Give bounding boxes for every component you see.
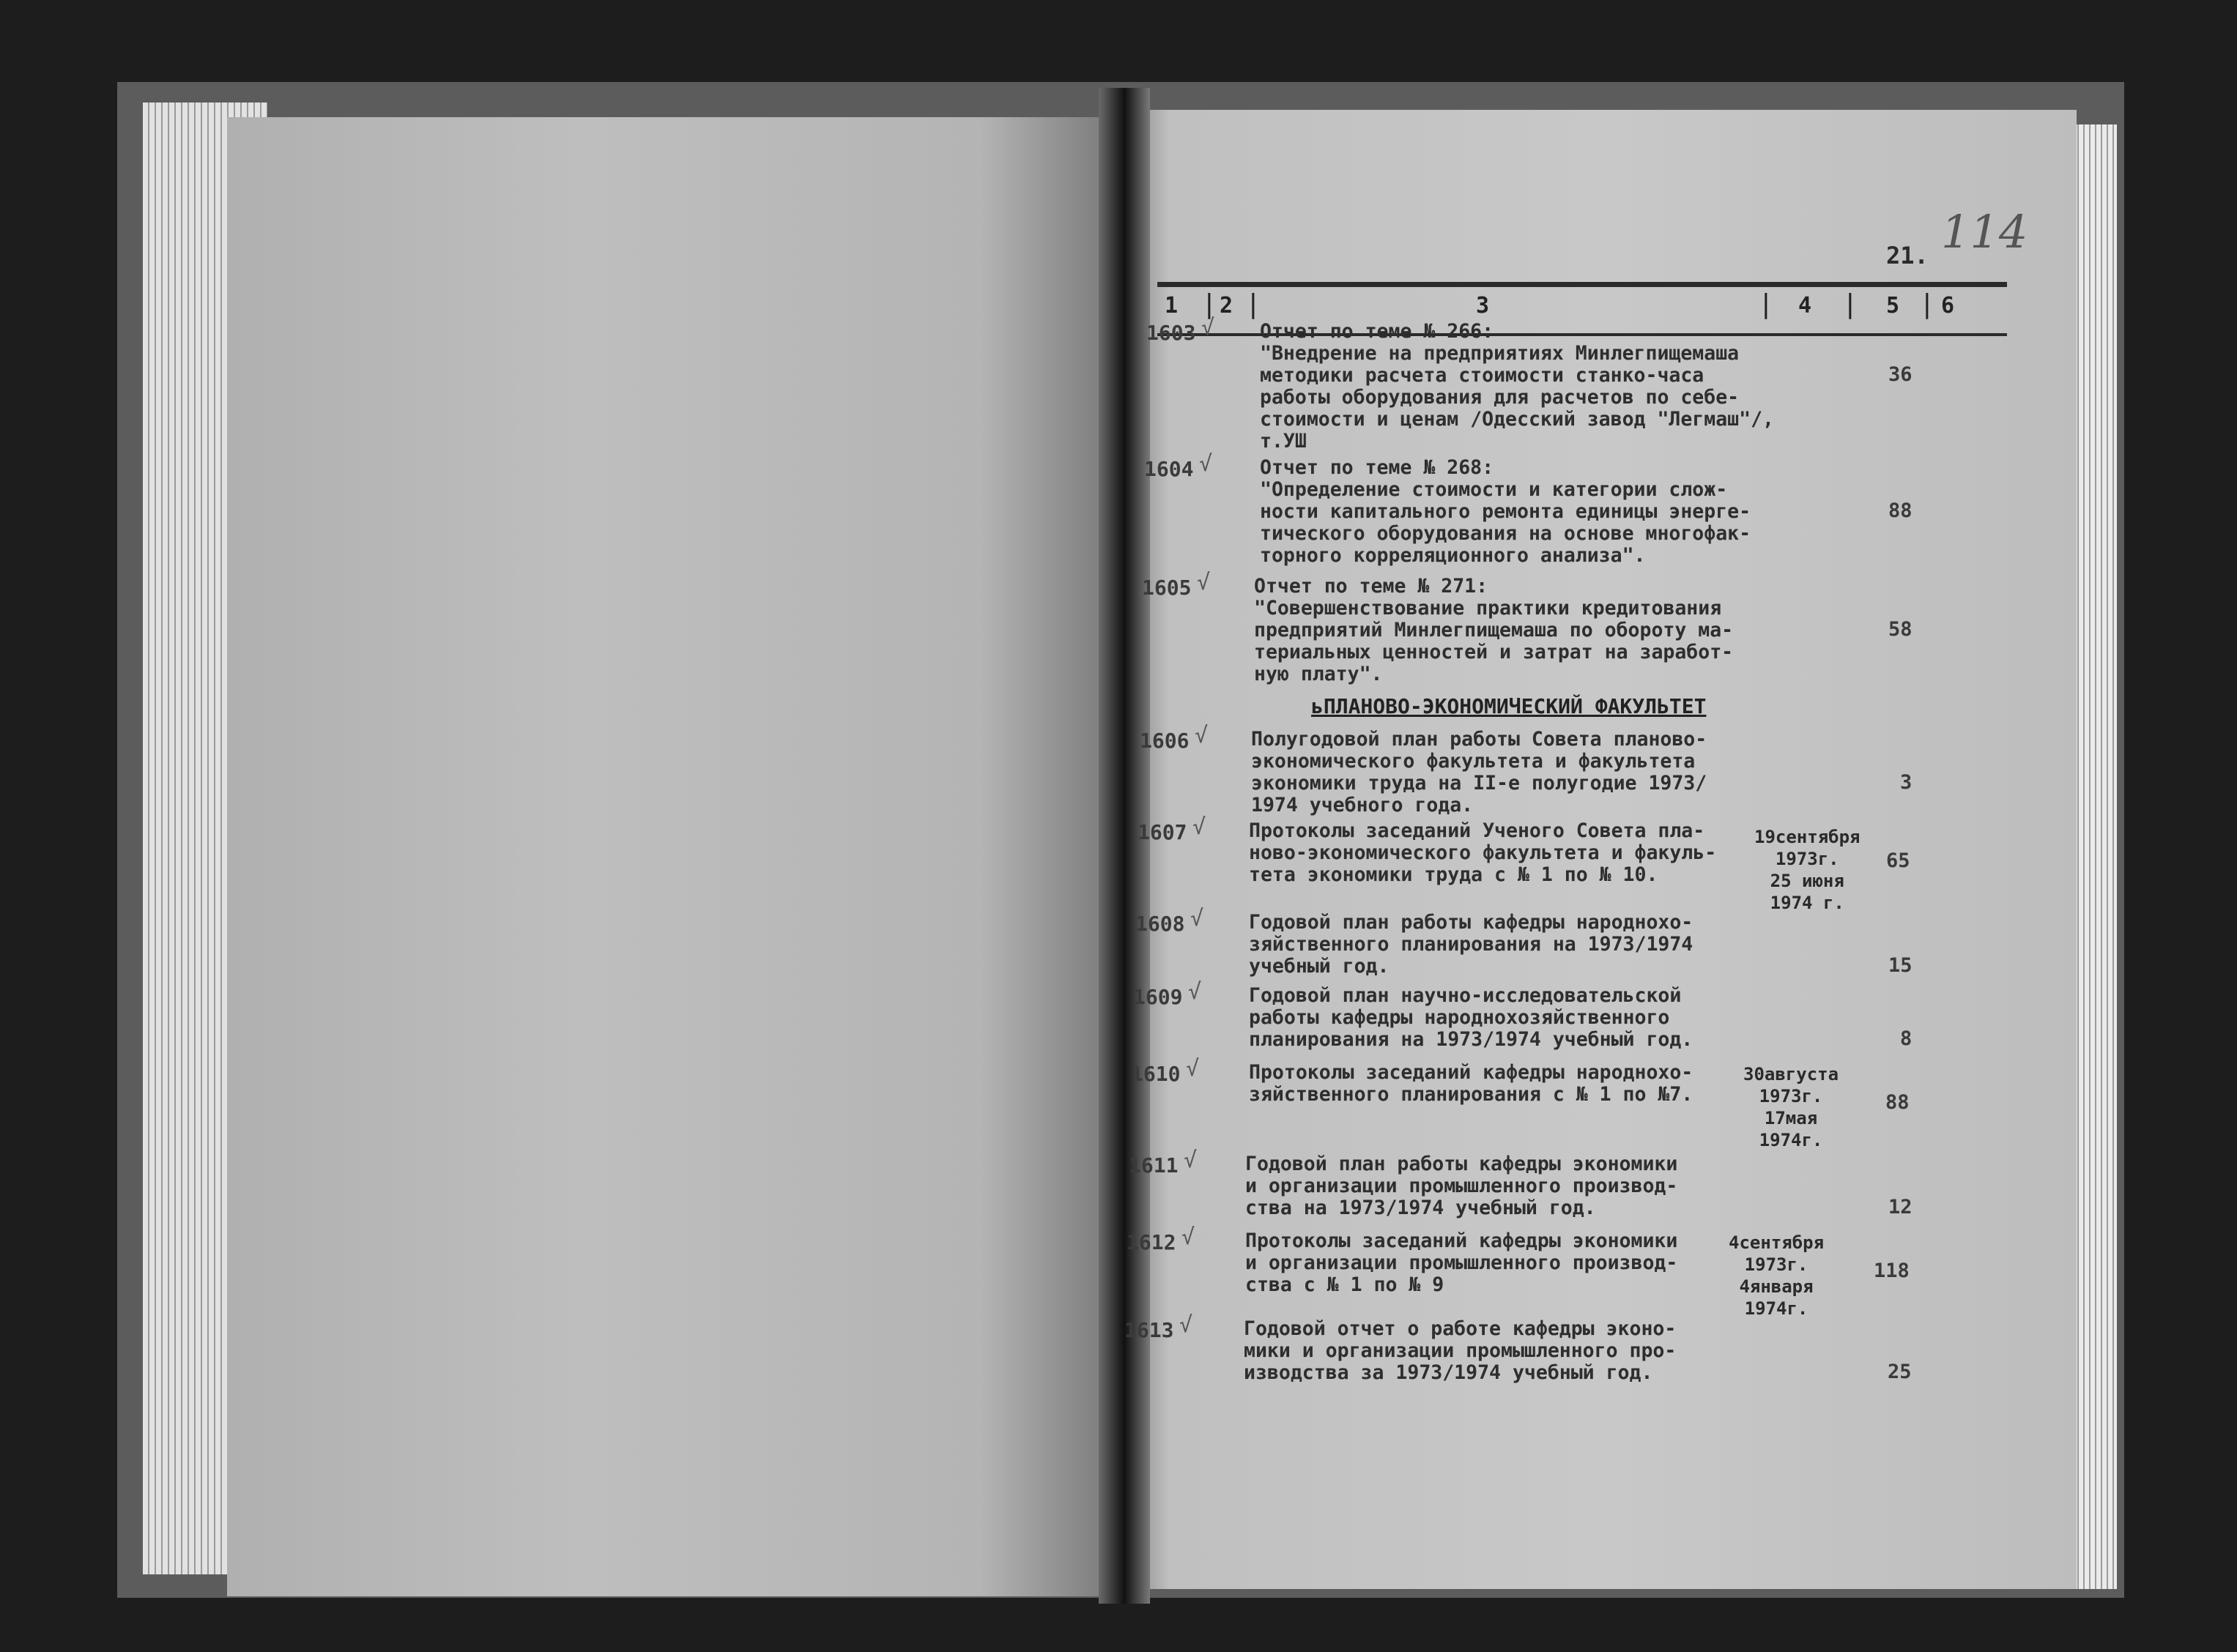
col-separator: |	[1245, 289, 1261, 319]
col-separator: |	[1758, 289, 1774, 319]
check-mark-icon: √	[1190, 906, 1204, 931]
check-mark-icon: √	[1186, 1056, 1200, 1082]
col-header-6: 6	[1941, 293, 1955, 319]
entry-number: 1608	[1135, 912, 1185, 936]
check-mark-icon: √	[1201, 315, 1215, 341]
col-separator: |	[1919, 289, 1935, 319]
entry-page-count: 118	[1874, 1260, 1910, 1282]
entry-description: Годовой план научно-исследовательской работы кафедры народнохозяйственного планирования на 1973/1974 учебный год.	[1249, 984, 1693, 1051]
entry-page-count: 12	[1888, 1196, 1913, 1218]
entry-description: Годовой план работы кафедры народнохо- зяйственного планирования на 1973/1974 учебный год.	[1249, 911, 1693, 978]
entry-description: Отчет по теме № 271: "Совершенствование практики кредитования предприятий Минлегпищемаша по обороту ма- териальных ценностей и затрат на заработ- ную плату".	[1254, 575, 1734, 685]
entry-page-count: 25	[1888, 1361, 1912, 1383]
entry-page-count: 8	[1900, 1027, 1913, 1050]
col-separator: |	[1842, 289, 1858, 319]
entry-description: Годовой отчет о работе кафедры эконо- мики и организации промышленного про- изводства за 1973/1974 учебный год.	[1244, 1317, 1677, 1384]
entry-description: Полугодовой план работы Совета планово- экономического факультета и факультета экономики труда на II-е полугодие 1973/ 1974 учебного года.	[1251, 728, 1707, 816]
col-header-2: 2	[1220, 293, 1233, 319]
entry-description: Протоколы заседаний Ученого Совета пла- ново-экономического факультета и факуль- тета экономики труда с № 1 по № 10.	[1249, 819, 1717, 886]
entry-number: 1609	[1133, 985, 1183, 1009]
check-mark-icon: √	[1197, 570, 1211, 595]
entry-page-count: 65	[1886, 849, 1910, 872]
check-mark-icon: √	[1181, 1224, 1195, 1250]
entry-description: Протоколы заседаний кафедры экономики и организации промышленного производ- ства с № 1 по № 9	[1245, 1229, 1678, 1296]
entry-number: 1613	[1124, 1318, 1174, 1342]
entry-date-range: 4сентября 1973г. 4января 1974г.	[1729, 1232, 1825, 1319]
check-mark-icon: √	[1188, 979, 1202, 1005]
entry-number: 1604	[1144, 457, 1194, 481]
page-number: 21.	[1886, 242, 1929, 269]
entry-page-count: 58	[1888, 618, 1913, 641]
col-separator: |	[1201, 289, 1217, 319]
entry-number: 1606	[1140, 729, 1190, 753]
col-header-4: 4	[1798, 293, 1812, 319]
check-mark-icon: √	[1199, 451, 1213, 477]
check-mark-icon: √	[1179, 1312, 1193, 1338]
col-header-1: 1	[1165, 293, 1179, 319]
left-page-blank	[227, 117, 1113, 1596]
section-title: ьПЛАНОВО-ЭКОНОМИЧЕСКИЙ ФАКУЛЬТЕТ	[1311, 694, 1707, 718]
entry-description: Годовой план работы кафедры экономики и организации промышленного производ- ства на 1973/1974 учебный год.	[1245, 1153, 1678, 1219]
entry-page-count: 36	[1888, 363, 1913, 386]
entry-number: 1607	[1138, 820, 1187, 844]
col-header-5: 5	[1886, 293, 1900, 319]
entry-page-count: 88	[1888, 499, 1913, 522]
entry-number: 1603	[1146, 321, 1196, 345]
entry-date-range: 19сентября 1973г. 25 июня 1974 г.	[1754, 827, 1861, 913]
entry-number: 1611	[1129, 1153, 1179, 1177]
entry-description: Отчет по теме № 266: "Внедрение на предприятиях Минлегпищемаша методики расчета стоимости станко-часа работы оборудования для расчетов по себе- стоимости и ценам /Одесский завод "Легмаш"/, т.УШ	[1260, 320, 1774, 453]
entry-number: 1605	[1142, 576, 1192, 600]
check-mark-icon: √	[1184, 1147, 1198, 1173]
col-header-3: 3	[1476, 293, 1490, 319]
entry-description: Отчет по теме № 268: "Определение стоимости и категории слож- ности капитального ремонта единицы энерге- тического оборудования на основе многофак- торного корреляционного анализа".	[1260, 456, 1751, 567]
entry-description: Протоколы заседаний кафедры народнохо- зяйственного планирования с № 1 по №7.	[1249, 1061, 1693, 1106]
header-rule-top	[1157, 282, 2007, 287]
entry-page-count: 3	[1900, 771, 1913, 794]
entry-number: 1610	[1131, 1062, 1181, 1086]
entry-date-range: 30августа 1973г. 17мая 1974г.	[1743, 1064, 1839, 1150]
check-mark-icon: √	[1195, 723, 1209, 748]
entry-page-count: 88	[1885, 1091, 1910, 1114]
entry-number: 1612	[1127, 1230, 1176, 1254]
book-gutter	[1099, 88, 1150, 1604]
check-mark-icon: √	[1192, 814, 1206, 840]
folio-number: 114	[1941, 205, 2028, 258]
entry-page-count: 15	[1888, 954, 1913, 977]
